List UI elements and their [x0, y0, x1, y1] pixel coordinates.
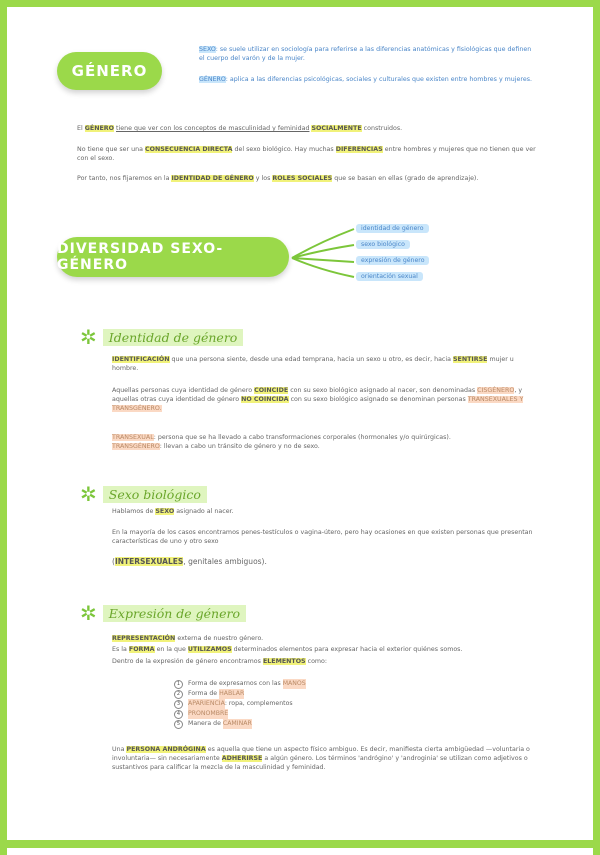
highlight: APARIENCIA: [188, 700, 225, 707]
text: Forma de expresarnos con las: [188, 680, 281, 687]
diversidad-title: DIVERSIDAD SEXO-GÉNERO: [57, 241, 224, 273]
text: construidos.: [363, 125, 403, 132]
text: : persona que se ha llevado a cabo transformaciones corporales (hormonales y/o quirúrgicas).: [153, 434, 451, 441]
sexo-heading: [80, 484, 207, 504]
highlight: ELEMENTOS: [262, 658, 306, 665]
branch-orientacion: orientación sexual: [356, 272, 423, 281]
highlight: IDENTIFICACIÓN: [112, 356, 170, 363]
text: en la que: [156, 646, 186, 653]
identidad-title: Identidad de género: [103, 329, 244, 346]
text: entre hombres y mujeres que no tienen que ver con el sexo.: [77, 146, 536, 162]
sexo-title: Sexo biológico: [103, 486, 207, 503]
text: , genitales ambiguos).: [183, 557, 267, 566]
highlight: UTILIZAMOS: [187, 646, 232, 653]
genero-paragraph-2: [77, 146, 537, 164]
identidad-paragraph-3: [112, 434, 537, 452]
highlight: ADHERIRSE: [221, 754, 263, 762]
highlight: MANOS: [282, 680, 306, 687]
bottom-border: [0, 840, 600, 848]
elementos-list: [174, 679, 306, 729]
text: determinados elementos para expresar hacia el exterior quiénes somos.: [233, 646, 463, 653]
highlight: DIFERENCIAS: [335, 146, 383, 153]
text: tiene que ver con los conceptos de masculinidad y feminidad: [116, 125, 310, 132]
text: Una: [112, 746, 125, 753]
text: externa de nuestro género.: [177, 635, 264, 642]
text: mujer u hombre.: [112, 356, 514, 372]
def-genero-text: : aplica a las diferencias psicológicas, sociales y culturales que existen entre hombres y mujeres.: [225, 76, 533, 83]
genero-title-pill: [57, 52, 162, 90]
list-item: [174, 679, 306, 689]
highlight: CONSECUENCIA DIRECTA: [145, 146, 233, 153]
text: Dentro de la expresión de género encontramos: [112, 658, 261, 665]
def-sexo: [199, 46, 534, 64]
sexo-paragraph-3: (INTERSEXUALES, genitales ambiguos).: [112, 557, 267, 566]
text: asignado al nacer.: [176, 508, 234, 515]
text: Aquellas personas cuya identidad de género: [112, 387, 253, 394]
text: Es la: [112, 646, 127, 653]
text: con su sexo biológico asignado al nacer, son denominadas: [290, 387, 476, 394]
def-genero-term: GÉNERO: [199, 76, 226, 83]
highlight: FORMA: [128, 646, 155, 653]
expresion-paragraph-2: [112, 646, 537, 655]
highlight: COINCIDE: [254, 387, 289, 394]
star-icon: ✲: [80, 482, 97, 506]
expresion-title: Expresión de género: [103, 605, 246, 622]
item-number: 3: [174, 700, 183, 709]
text: y los: [255, 175, 271, 182]
text: del sexo biológico. Hay muchas: [234, 146, 334, 153]
highlight: ROLES SOCIALES: [272, 175, 333, 182]
text: que se basan en ellas (grado de aprendizaje).: [334, 175, 479, 182]
text: a algún género. Los términos 'andrógino' y 'androginia' se utilizan como adjetivos o sustantivos para calificar la mezcla de la masculinidad y feminidad.: [112, 754, 528, 771]
highlight: HABLAR: [219, 690, 245, 697]
diversidad-title-pill: [57, 237, 289, 277]
text: : llevan a cabo un tránsito de género y no de sexo.: [159, 442, 320, 450]
text: Hablamos de: [112, 508, 154, 515]
text: , y aquellas otras cuya identidad de género: [112, 387, 523, 403]
list-item: [174, 709, 306, 719]
genero-paragraph-3: [77, 175, 537, 184]
expresion-heading: [80, 603, 246, 623]
highlight: CISGÉNERO: [477, 387, 515, 394]
star-icon: ✲: [80, 325, 97, 349]
branch-arrows: [290, 222, 360, 284]
text: como:: [307, 658, 328, 665]
text: No tiene que ser una: [77, 146, 143, 153]
branch-sexo: sexo biológico: [356, 240, 410, 249]
star-icon: ✲: [80, 601, 97, 625]
text: El: [77, 125, 83, 132]
branch-identidad: identidad de género: [356, 224, 429, 233]
highlight: PERSONA ANDRÓGINA: [126, 746, 206, 753]
highlight: SEXO: [155, 508, 175, 515]
list-item: [174, 719, 306, 729]
sexo-paragraph-2: En la mayoría de los casos encontramos penes-testículos o vagina-útero, pero hay ocasiones en que existen personas que presentan características de uno y otro sexo: [112, 529, 533, 545]
genero-paragraph-1: [77, 125, 537, 134]
highlight: INTERSEXUALES: [114, 557, 184, 566]
text: es aquella que tiene un aspecto físico ambiguo. Es decir, manifiesta cierta ambigüedad —voluntaria o involuntaria— sin necesariamente: [112, 746, 530, 762]
highlight: SENTIRSE: [453, 356, 488, 363]
highlight: GÉNERO: [84, 125, 114, 132]
highlight: PRONOMBRE: [188, 710, 229, 717]
def-sexo-term: SEXO: [199, 46, 216, 53]
list-item: [174, 689, 306, 699]
expresion-paragraph-3: [112, 658, 537, 667]
highlight: TRANSEXUALES Y TRANSGÉNERO.: [112, 395, 524, 412]
list-item: [174, 699, 306, 709]
identidad-heading: [80, 327, 243, 347]
branch-line: [292, 245, 354, 258]
identidad-paragraph-2: [112, 387, 537, 413]
expresion-paragraph-4: [112, 746, 537, 772]
item-number: 2: [174, 690, 183, 699]
expresion-paragraph-1: [112, 635, 537, 644]
highlight: CAMINAR: [222, 720, 252, 727]
highlight: TRANSEXUAL: [112, 434, 154, 441]
item-number: 4: [174, 710, 183, 719]
text: Manera de: [188, 720, 221, 727]
def-sexo-text: : se suele utilizar en sociología para referirse a las diferencias anatómicas y fisiológicas que definen el cuerpo del varón y de la mujer.: [199, 46, 532, 62]
highlight: TRANSGÉNERO: [112, 442, 160, 450]
def-genero: [199, 76, 534, 85]
highlight: SOCIALMENTE: [311, 125, 362, 132]
highlight: NO COINCIDA: [241, 395, 289, 403]
identidad-paragraph-1: [112, 356, 537, 374]
item-number: 5: [174, 720, 183, 729]
text: con su sexo biológico asignado se denominan personas: [290, 395, 466, 403]
text: que una persona siente, desde una edad temprana, hacia un sexo u otro, es decir, hacia: [171, 356, 451, 363]
text: : ropa, complementos: [224, 700, 293, 707]
genero-title: GÉNERO: [71, 62, 148, 80]
text: Forma de: [188, 690, 218, 697]
branch-line: [292, 229, 354, 258]
highlight: REPRESENTACIÓN: [112, 635, 176, 642]
item-number: 1: [174, 680, 183, 689]
text: Por tanto, nos fijaremos en la: [77, 175, 170, 182]
highlight: IDENTIDAD DE GÉNERO: [171, 175, 254, 182]
sexo-paragraph-1: [112, 508, 537, 517]
branch-expresion: expresión de género: [356, 256, 429, 265]
